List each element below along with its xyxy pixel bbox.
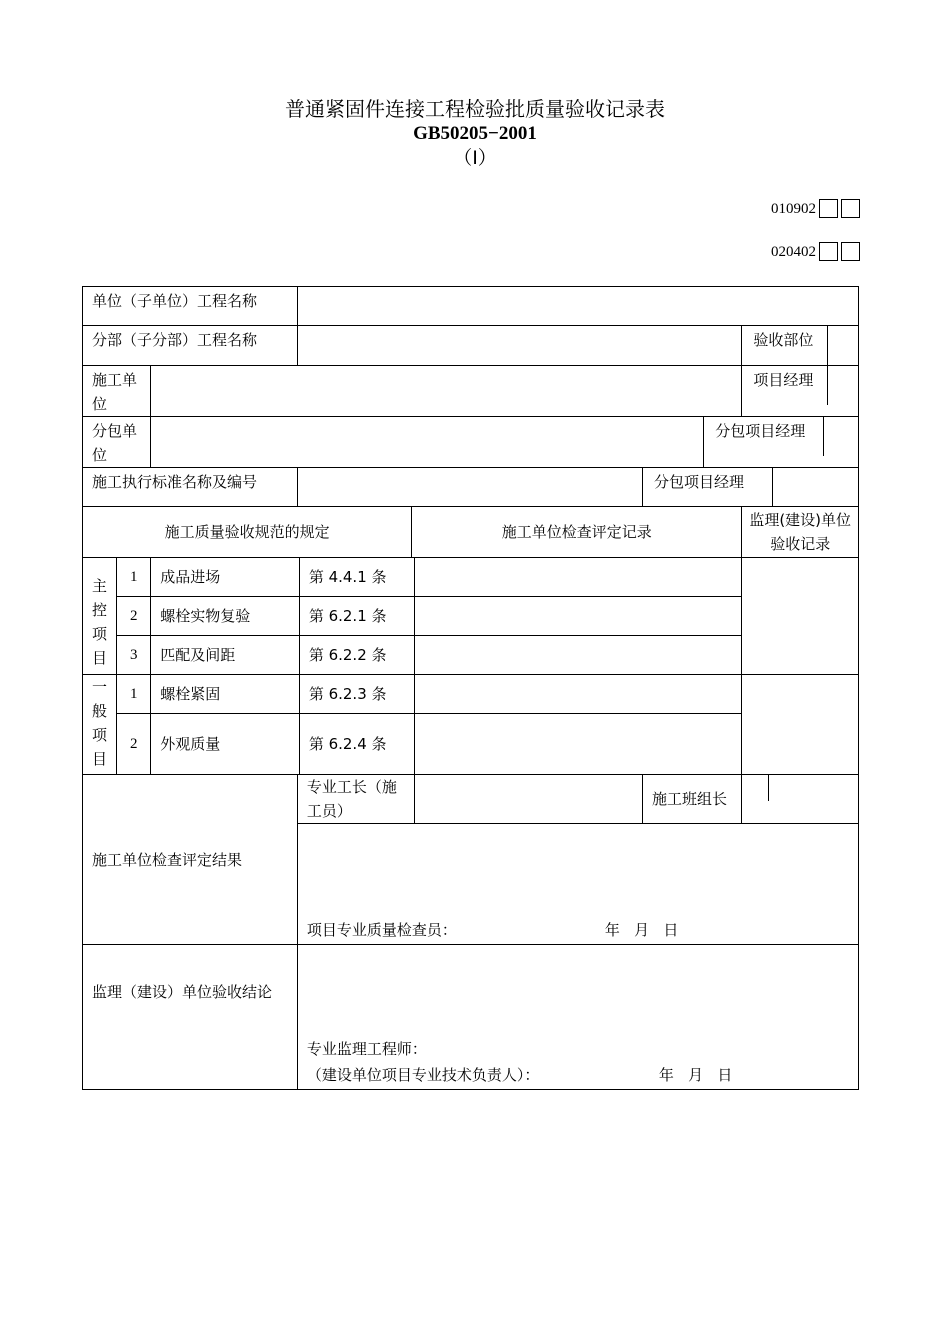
item-name: 螺栓紧固 <box>151 675 300 714</box>
general-char: 项 <box>92 726 108 744</box>
inspection-record-table <box>82 286 859 1090</box>
construction-unit-field[interactable] <box>151 366 742 417</box>
form-code-text: 010902 <box>771 201 816 217</box>
form-code-1 <box>771 198 860 218</box>
supervision-record-header: 监理(建设)单位验收记录 <box>742 507 859 558</box>
construction-record-field[interactable] <box>415 597 742 636</box>
item-name: 匹配及间距 <box>151 636 300 675</box>
supervising-engineer-label: 专业监理工程师： <box>306 1040 427 1058</box>
construction-record-field[interactable] <box>415 558 742 597</box>
item-clause: 第 6.2.3 条 <box>299 675 414 714</box>
team-leader-field[interactable] <box>742 775 859 824</box>
sub-project-label: 分部（子分部）工程名称 <box>83 326 298 366</box>
item-name: 成品进场 <box>151 558 300 597</box>
construction-result-field[interactable] <box>297 824 858 945</box>
supervision-record-field[interactable] <box>742 675 859 775</box>
item-clause: 第 6.2.4 条 <box>299 714 414 775</box>
code-checkbox[interactable] <box>819 199 838 218</box>
main-control-label <box>83 558 117 675</box>
page-title: 普通紧固件连接工程检验批质量验收记录表 <box>285 97 665 121</box>
standard-name-label: 施工执行标准名称及编号 <box>83 468 298 507</box>
construction-result-label: 施工单位检查评定结果 <box>83 775 298 945</box>
acceptance-part-text: 验收部位 <box>753 331 814 349</box>
foreman-field[interactable] <box>415 775 643 824</box>
main-control-char: 主 <box>92 577 108 595</box>
main-control-char: 目 <box>92 649 108 667</box>
owner-tech-lead-label: （建设单位项目专业技术负责人）： <box>306 1066 540 1084</box>
item-number: 3 <box>117 636 151 675</box>
item-number: 2 <box>117 714 151 775</box>
subcontract-pm-field-2[interactable] <box>772 468 859 507</box>
construction-record-field[interactable] <box>415 675 742 714</box>
code-checkbox[interactable] <box>841 199 860 218</box>
supervision-conclusion-field[interactable] <box>297 945 858 1090</box>
project-manager-field[interactable] <box>827 366 849 405</box>
item-name: 螺栓实物复验 <box>151 597 300 636</box>
item-number: 1 <box>117 675 151 714</box>
construction-record-header: 施工单位检查评定记录 <box>412 507 742 558</box>
form-code-text: 020402 <box>771 244 816 260</box>
project-manager-text: 项目经理 <box>753 371 814 389</box>
subcontract-pm-label <box>704 417 859 468</box>
construction-record-field[interactable] <box>415 636 742 675</box>
subcontract-pm-label-2: 分包项目经理 <box>643 468 772 507</box>
form-code-2 <box>771 241 860 261</box>
team-leader-spacer <box>742 775 768 801</box>
form-variant: （Ⅰ） <box>453 147 497 169</box>
item-clause: 第 6.2.1 条 <box>299 597 414 636</box>
code-checkbox[interactable] <box>819 242 838 261</box>
supervision-conclusion-label: 监理（建设）单位验收结论 <box>83 945 298 1090</box>
spec-header: 施工质量验收规范的规定 <box>83 507 412 558</box>
item-name: 外观质量 <box>151 714 300 775</box>
acceptance-part-label <box>742 326 859 366</box>
general-items-label <box>83 675 117 775</box>
project-manager-label <box>742 366 859 417</box>
unit-project-label: 单位（子单位）工程名称 <box>83 287 298 326</box>
subcontract-pm-text: 分包项目经理 <box>715 422 806 440</box>
main-control-char: 控 <box>92 601 108 619</box>
item-number: 2 <box>117 597 151 636</box>
foreman-label: 专业工长（施工员） <box>297 775 414 824</box>
unit-project-field[interactable] <box>297 287 858 326</box>
construction-record-field[interactable] <box>415 714 742 775</box>
sub-project-field[interactable] <box>297 326 742 366</box>
acceptance-part-field[interactable] <box>827 326 849 365</box>
supervision-date: 年 月 日 <box>658 1066 733 1084</box>
team-leader-label: 施工班组长 <box>643 775 742 824</box>
construction-unit-label: 施工单位 <box>83 366 151 417</box>
inspector-label: 项目专业质量检查员： <box>306 921 457 939</box>
code-checkbox[interactable] <box>841 242 860 261</box>
supervision-record-field[interactable] <box>742 558 859 675</box>
general-char: 目 <box>92 750 108 768</box>
subcontract-pm-field[interactable] <box>823 417 849 456</box>
title-block <box>0 96 950 170</box>
subcontract-unit-field[interactable] <box>151 417 704 468</box>
inspection-date: 年 月 日 <box>604 921 679 939</box>
general-char: 一 <box>92 678 108 696</box>
team-leader-input[interactable] <box>768 775 858 801</box>
main-control-char: 项 <box>92 625 108 643</box>
standard-code: GB50205−2001 <box>413 123 537 144</box>
item-number: 1 <box>117 558 151 597</box>
item-clause: 第 6.2.2 条 <box>299 636 414 675</box>
standard-name-field[interactable] <box>297 468 642 507</box>
item-clause: 第 4.4.1 条 <box>299 558 414 597</box>
subcontract-unit-label: 分包单位 <box>83 417 151 468</box>
general-char: 般 <box>92 702 108 720</box>
